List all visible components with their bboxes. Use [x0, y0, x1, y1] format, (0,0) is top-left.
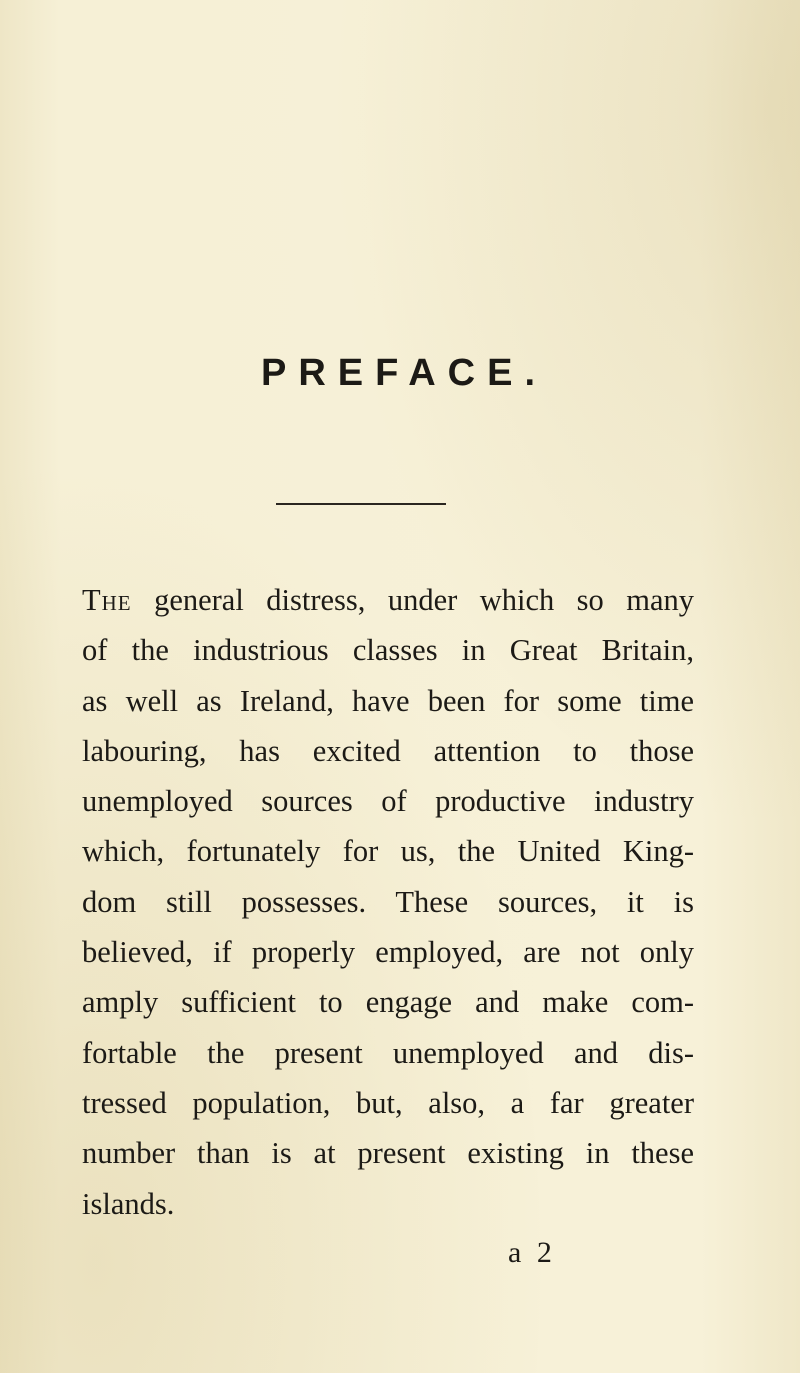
text-line: as well as Ireland, have been for some time: [82, 683, 694, 718]
text-line: tressed population, but, also, a far greater: [82, 1085, 694, 1120]
text-line: [82, 585, 694, 635]
opening-word: The: [82, 583, 132, 617]
preface-heading: PREFACE.: [260, 352, 548, 394]
text-line: fortable the present unemployed and dis-: [82, 1035, 694, 1070]
text-line: dom still possesses. These sources, it is: [82, 884, 694, 919]
text-line: number than is at present existing in these: [82, 1136, 694, 1171]
text-line: of the industrious classes in Great Britain,: [82, 633, 694, 668]
text-line: amply sufficient to engage and make com-: [82, 985, 694, 1020]
text-line: labouring, has excited attention to those: [82, 733, 694, 768]
heading-divider: [276, 503, 446, 505]
signature-mark: a 2: [508, 1236, 556, 1269]
text-line-content: general distress, under which so many: [131, 583, 694, 617]
text-line: which, fortunately for us, the United King-: [82, 834, 694, 869]
text-line: believed, if properly employed, are not only: [82, 935, 694, 970]
text-line: islands.: [82, 1186, 175, 1221]
text-line: unemployed sources of productive industry: [82, 784, 694, 819]
preface-paragraph: [82, 585, 694, 1239]
